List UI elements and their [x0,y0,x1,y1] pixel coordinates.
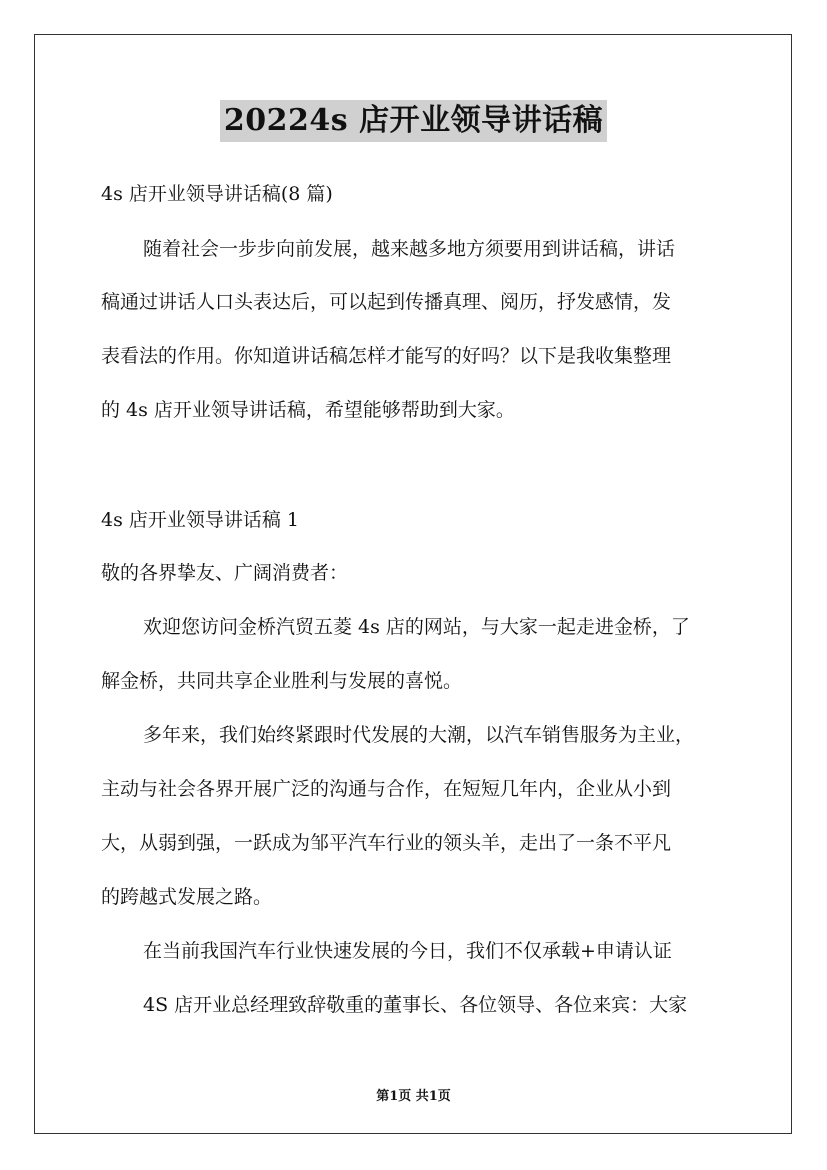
para2-line-3: 大，从弱到强，一跃成为邹平汽车行业的领头羊，走出了一条不平凡 [101,832,672,854]
document-subtitle: 4s 店开业领导讲话稿(8 篇) [101,183,333,205]
intro-line-2: 稿通过讲话人口头表达后，可以起到传播真理、阅历，抒发感情，发 [101,291,672,313]
document-title: 20224s 店开业领导讲话稿 [220,100,607,142]
para4-line-1: 4S 店开业总经理致辞敬重的董事长、各位领导、各位来宾：大家 [143,994,688,1016]
para1-line-1: 欢迎您访问金桥汽贸五菱 4s 店的网站，与大家一起走进金桥，了 [143,616,690,638]
title-container [0,100,827,142]
page-footer: 第1页 共1页 [376,1089,451,1104]
intro-line-4: 的 4s 店开业领导讲话稿，希望能够帮助到大家。 [101,399,515,421]
section-heading: 4s 店开业领导讲话稿 1 [101,509,300,531]
intro-line-1: 随着社会一步步向前发展，越来越多地方须要用到讲话稿，讲话 [143,238,676,260]
para1-line-2: 解金桥，共同共享企业胜利与发展的喜悦。 [101,670,463,692]
para2-line-4: 的跨越式发展之路。 [101,886,273,908]
para3-line-1: 在当前我国汽车行业快速发展的今日，我们不仅承载+申请认证 [143,940,672,962]
para2-line-2: 主动与社会各界开展广泛的沟通与合作，在短短几年内，企业从小到 [101,778,672,800]
greeting: 敬的各界挚友、广阔消费者： [101,562,349,584]
intro-line-3: 表看法的作用。你知道讲话稿怎样才能写的好吗？以下是我收集整理 [101,345,672,367]
para2-line-1: 多年来，我们始终紧跟时代发展的大潮，以汽车销售服务为主业， [143,724,695,746]
